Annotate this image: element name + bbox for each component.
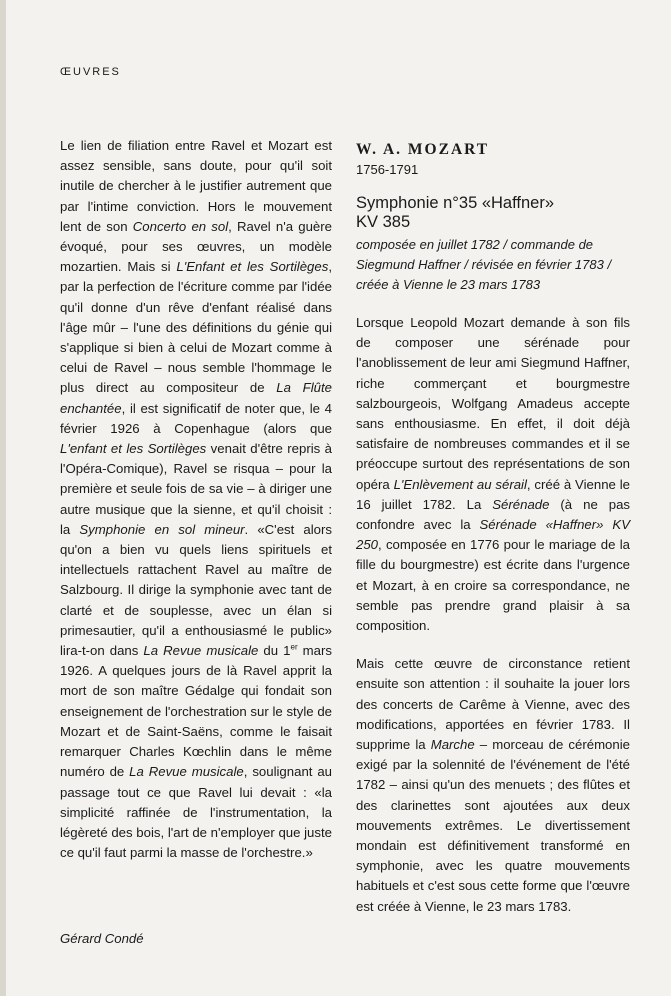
essay-text: , par la perfection de l'écriture comme par l'idée qu'il donne d'un rêve d'enfant réalisé dans l'âge mûr – l'une des définitions du génie qui s'applique si bien à celui de Mozart comme à celui de Ravel – nous semble l'hommage le plus direct au compositeur de bbox=[60, 259, 332, 396]
publication-reference: La Revue musicale bbox=[129, 764, 244, 780]
notes-paragraph-2 bbox=[356, 654, 630, 917]
work-reference: L'Enfant et les Sortilèges bbox=[176, 259, 329, 275]
right-column bbox=[356, 140, 630, 917]
notes-text: Lorsque Leopold Mozart demande à son fils de composer une sérénade pour l'anoblissement de leur ami Siegmund Haffner, riche commerçant et bourgmestre salzbourgeois, Wolfgang Amadeus accepte sans enthousiasme. En effet, il doit déjà satisfaire de nombreuses commandes et il se préoccupe surtout des représentations de son opéra bbox=[356, 315, 630, 492]
essay-text: , il est significatif de noter que, le 4 février 1926 à Copenhague (alors que bbox=[60, 400, 332, 436]
essay-text: du 1 bbox=[258, 643, 291, 659]
work-title: Symphonie n°35 «Haffner» bbox=[356, 194, 555, 212]
essay-paragraph bbox=[60, 136, 332, 863]
work-reference: La Flûte enchantée bbox=[60, 380, 332, 416]
publication-reference: La Revue musicale bbox=[143, 643, 259, 659]
work-reference: L'enfant et les Sortilèges bbox=[60, 441, 207, 457]
essay-text: venait d'être repris à l'Opéra-Comique), Ravel se risqua – pour la première et seule fois de sa vie – à diriger une autre musique que la sienne, et qu'il choisit : la bbox=[60, 441, 332, 537]
notes-text: (à ne pas confondre avec la bbox=[356, 496, 630, 533]
essay-text: , soulignant au passage tout ce que Ravel lui devait : «la simplicité raffinée de l'instrumentation, la légèreté des bois, l'art de n'employer que juste ce qu'il faut parmi la masse de l'orchestre.» bbox=[60, 764, 332, 861]
notes-text: , composée en 1776 pour le mariage de la fille du bourgmestre) est écrite dans l'urgence et Mozart, à en croire sa correspondance, ne semble pas prendre grand plaisir à sa composition. bbox=[356, 537, 630, 634]
work-reference: Sérénade «Haffner» KV 250 bbox=[356, 517, 630, 553]
composer-name: W. A. MOZART bbox=[356, 141, 490, 158]
composer-dates: 1756-1791 bbox=[356, 162, 419, 177]
work-catalog-number: KV 385 bbox=[356, 213, 411, 231]
work-reference: L'Enlèvement au sérail bbox=[393, 476, 527, 492]
work-reference: Symphonie en sol mineur bbox=[79, 521, 245, 537]
work-details: composée en juillet 1782 / commande de Siegmund Haffner / révisée en février 1783 / créée à Vienne le 23 mars 1783 bbox=[356, 237, 612, 292]
work-reference: Concerto en sol bbox=[132, 218, 229, 234]
notes-paragraph-1 bbox=[356, 313, 630, 636]
essay-text: . «C'est alors qu'on a bien vu quels liens spirituels et intellectuels rattachent Ravel au maître de Salzbourg. Il dirige la symphonie avec tant de clarté et de souplesse, avec un élan si primesautier, qu'il a enthousiasmé le public» lira-t-on dans bbox=[60, 521, 332, 659]
notes-text: Mais cette œuvre de circonstance retient ensuite son attention : il souhaite la jouer lors des concerts de Carême à Vienne, avec des modifications, apportées en février 1783. Il supprime la bbox=[356, 656, 630, 753]
author-signature: Gérard Condé bbox=[60, 931, 144, 946]
left-column bbox=[60, 136, 332, 863]
work-reference: Sérénade bbox=[492, 496, 550, 512]
ordinal-superscript: er bbox=[290, 642, 298, 652]
notes-text: – morceau de cérémonie exigé par la solennité de l'événement de l'été 1782 – ainsi qu'un des menuets ; des flûtes et des clarinettes sont ajoutées aux deux mouvements extrêmes. Le divertissement mondain est définitivement transformé en symphonie, avec les quatre mouvements habituels et c'est sous cette forme que l'œuvre est créée à Vienne, le 23 mars 1783. bbox=[356, 737, 630, 914]
essay-text: Le lien de filiation entre Ravel et Mozart est assez sensible, sans doute, pour qu'il soit inutile de chercher à le justifier autrement que par l'intime conviction. Hors le mouvement lent de son bbox=[60, 138, 332, 234]
essay-text: , Ravel n'a guère évoqué, pour ses œuvres, un modèle mozartien. Mais si bbox=[60, 218, 332, 275]
notes-text: , créé à Vienne le 16 juillet 1782. La bbox=[356, 476, 630, 512]
section-header: ŒUVRES bbox=[60, 66, 121, 78]
work-reference: Marche bbox=[430, 737, 475, 753]
page-edge bbox=[0, 0, 6, 996]
essay-text: mars 1926. A quelques jours de là Ravel apprit la mort de son maître Gédalge qui fondait son enseignement de l'orchestration sur le style de Mozart et de Saint-Saëns, comme le faisait remarquer Charles Kœchlin dans le même numéro de bbox=[60, 643, 332, 780]
